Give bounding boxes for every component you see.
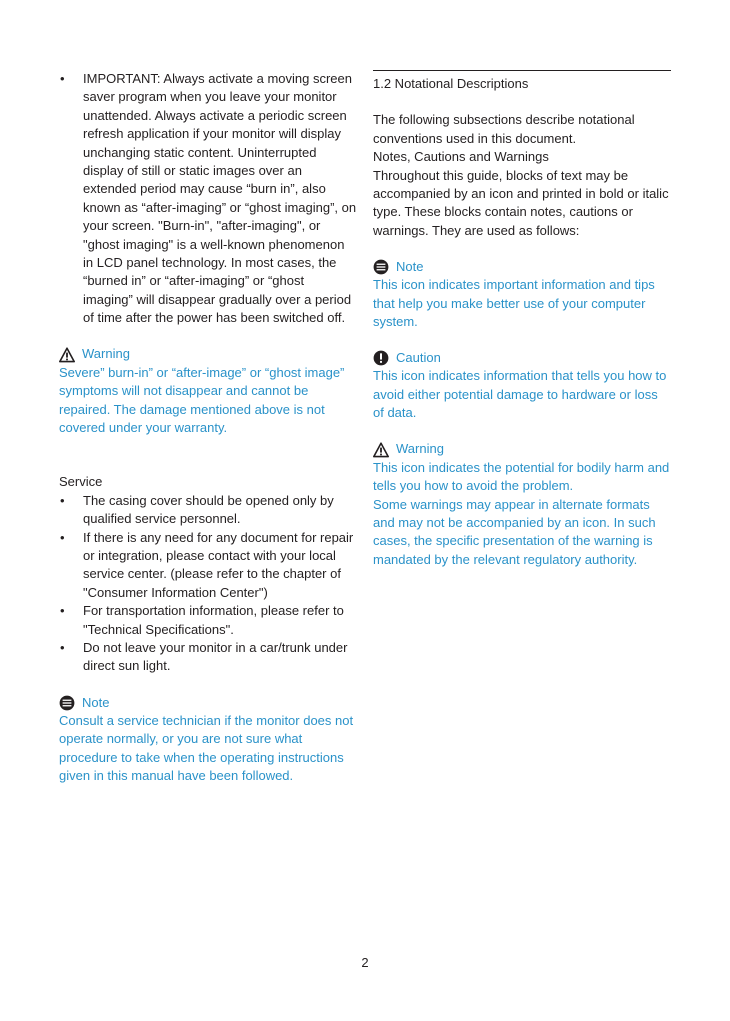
note-title: Note (396, 259, 424, 275)
caution-text: This icon indicates information that tells you how to avoid either potential damage to hardware or loss of data. (373, 368, 667, 421)
warning-triangle-icon (373, 442, 389, 458)
right-column (373, 70, 671, 569)
note-callout-right (373, 258, 671, 331)
note-callout-left (59, 694, 357, 786)
important-item: • IMPORTANT: Always activate a moving screen saver program when you leave your monitor unattended. Always activate a periodic screen refresh application if your monitor will display unchanging static content. Uninterrupted display of still or static images over an extended period may cause “burn in”, also known as “after-imaging” or “ghost imaging”, on your screen. "Burn-in", "after-imaging", or "ghost imaging" is a well-known phenomenon in LCD panel technology. In most cases, the “burned in” or “after-imaging” or “ghost imaging” will disappear gradually over a period of time after the power has been switched off. (59, 70, 357, 328)
page-number: 2 (361, 955, 369, 970)
caution-callout (373, 349, 671, 422)
caution-icon (373, 350, 389, 366)
warning-title: Warning (396, 441, 444, 457)
note-icon (59, 695, 75, 711)
section-title: 1.2 Notational Descriptions (373, 76, 529, 91)
note-title: Note (82, 694, 110, 710)
intro-text: The following subsections describe notational conventions used in this document. (373, 112, 635, 146)
service-item: • Do not leave your monitor in a car/trunk under direct sun light. (59, 639, 357, 676)
subheading: Notes, Cautions and Warnings (373, 149, 549, 165)
left-column (59, 70, 357, 785)
service-item: • The casing cover should be opened only by qualified service personnel. (59, 492, 357, 529)
description-text: Throughout this guide, blocks of text may be accompanied by an icon and printed in bold or italic type. These blocks contain notes, cautions or warnings. They are used as follows: (373, 167, 669, 238)
warning-text-secondary: Some warnings may appear in alternate formats and may not be accompanied by an icon. In such cases, the specific presentation of the warning is mandated by the relevant regulatory authority. (373, 496, 656, 567)
service-item: • If there is any need for any document for repair or integration, please contact with your local service center. (please refer to the chapter of "Consumer Information Center") (59, 529, 357, 603)
service-item: • For transportation information, please refer to "Technical Specifications". (59, 602, 357, 639)
caution-title: Caution (396, 350, 441, 366)
note-text: This icon indicates important information and tips that help you make better use of your computer system. (373, 277, 655, 330)
warning-triangle-icon (59, 347, 75, 363)
section-divider (373, 70, 671, 93)
warning-callout-left (59, 346, 357, 438)
note-icon (373, 259, 389, 275)
service-list (59, 492, 357, 676)
warning-text: This icon indicates the potential for bodily harm and tells you how to avoid the problem. (373, 459, 670, 494)
note-text: Consult a service technician if the monitor does not operate normally, or you are not sure what procedure to take when the operating instructions given in this manual have been followed. (59, 712, 354, 783)
warning-title: Warning (82, 346, 130, 362)
service-section (59, 473, 357, 675)
warning-callout-right (373, 441, 671, 569)
service-title: Service (59, 474, 103, 490)
warning-text: Severe” burn-in” or “after-image” or “ghost image” symptoms will not disappear and cannot be repaired. The damage mentioned above is not covered under your warranty. (59, 364, 345, 435)
important-list (59, 70, 357, 328)
